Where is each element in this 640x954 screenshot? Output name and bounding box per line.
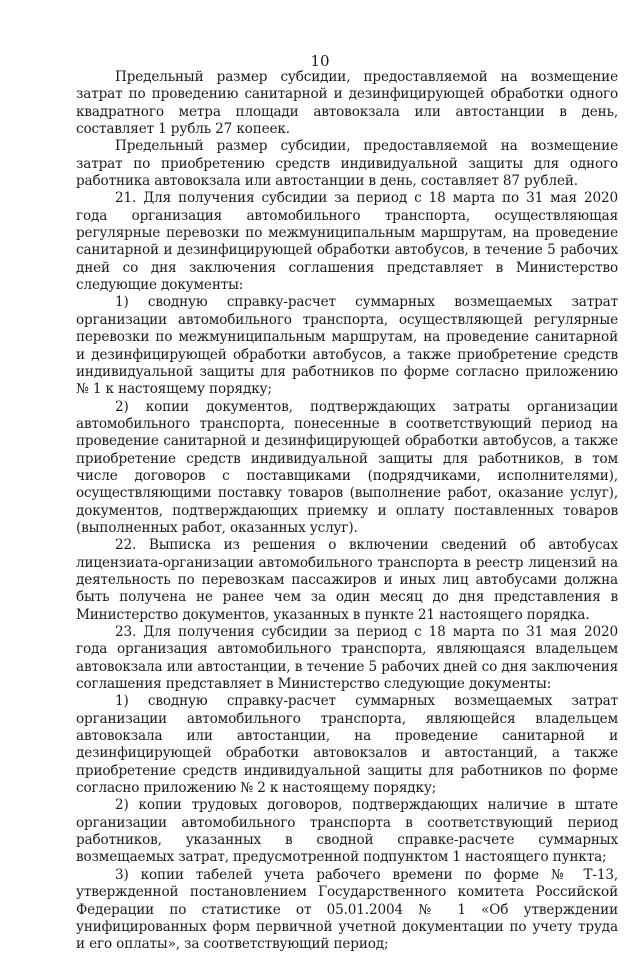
paragraph-clause-21-item-2: 2) копии документов, подтверждающих затраты организации автомобильного транспорта, понесенные в соответствующий период на проведение санитарной и дезинфицирующей обработки автобусов, а также приобретение средств индивидуальной защиты для работников, в том числе договоров с поставщиками (подрядчиками, исполнителями), осуществляющими поставку товаров (выполнение работ, оказание услуг), документов, подтверждающих приемку и оплату поставленных товаров (выполненных работ, оказанных услуг). [76, 398, 618, 536]
document-body [76, 69, 618, 954]
paragraph-clause-21: 21. Для получения субсидии за период с 18 марта по 31 мая 2020 года организация автомобильного транспорта, осуществляющая регулярные перевозки по межмуниципальным маршрутам, на проведение санитарной и дезинфицирующей обработки автобусов, в течение 5 рабочих дней со дня заключения соглашения представляет в Министерство следующие документы: [76, 190, 618, 294]
paragraph-subsidy-limit-sanitation: Предельный размер субсидии, предоставляемой на возмещение затрат по проведению санитарной и дезинфицирующей обработки одного квадратного метра площади автовокзала или автостанции в день, составляет 1 рубль 27 копеек. [76, 69, 618, 138]
page-number: 10 [310, 52, 330, 70]
paragraph-clause-21-item-1: 1) сводную справку-расчет суммарных возмещаемых затрат организации автомобильного транспорта, осуществляющей регулярные перевозки по межмуниципальным маршрутам, на проведение санитарной и дезинфицирующей обработки автобусов, а также приобретение средств индивидуальной защиты для работников по форме согласно приложению № 1 к настоящему порядку; [76, 294, 618, 398]
paragraph-clause-23-item-3: 3) копии табелей учета рабочего времени по форме № Т-13, утвержденной постановлением Государственного комитета Российской Федерации по статистике от 05.01.2004 № 1 «Об утверждении унифицированных форм первичной учетной документации по учету труда и его оплаты», за соответствующий период; [76, 866, 618, 953]
paragraph-clause-23: 23. Для получения субсидии за период с 18 марта по 31 мая 2020 года организация автомобильного транспорта, являющаяся владельцем автовокзала или автостанции, в течение 5 рабочих дней со дня заключения соглашения представляет в Министерство следующие документы: [76, 624, 618, 693]
paragraph-clause-23-item-1: 1) сводную справку-расчет суммарных возмещаемых затрат организации автомобильного транспорта, являющейся владельцем автовокзала или автостанции, на проведение санитарной и дезинфицирующей обработки автовокзалов и автостанций, а также приобретение средств индивидуальной защиты для работников по форме согласно приложению № 2 к настоящему порядку; [76, 693, 618, 797]
paragraph-clause-23-item-2: 2) копии трудовых договоров, подтверждающих наличие в штате организации автомобильного транспорта в соответствующий период работников, указанных в сводной справке-расчете суммарных возмещаемых затрат, предусмотренной подпунктом 1 настоящего пункта; [76, 797, 618, 866]
paragraph-subsidy-limit-protection: Предельный размер субсидии, предоставляемой на возмещение затрат по приобретению средств индивидуальной защиты для одного работника автовокзала или автостанции в день, составляет 87 рублей. [76, 138, 618, 190]
paragraph-clause-22: 22. Выписка из решения о включении сведений об автобусах лицензиата-организации автомобильного транспорта в реестр лицензий на деятельность по перевозкам пассажиров и иных лиц автобусами должна быть получена не ранее чем за один месяц до дня представления в Министерство документов, указанных в пункте 21 настоящего порядка. [76, 537, 618, 623]
